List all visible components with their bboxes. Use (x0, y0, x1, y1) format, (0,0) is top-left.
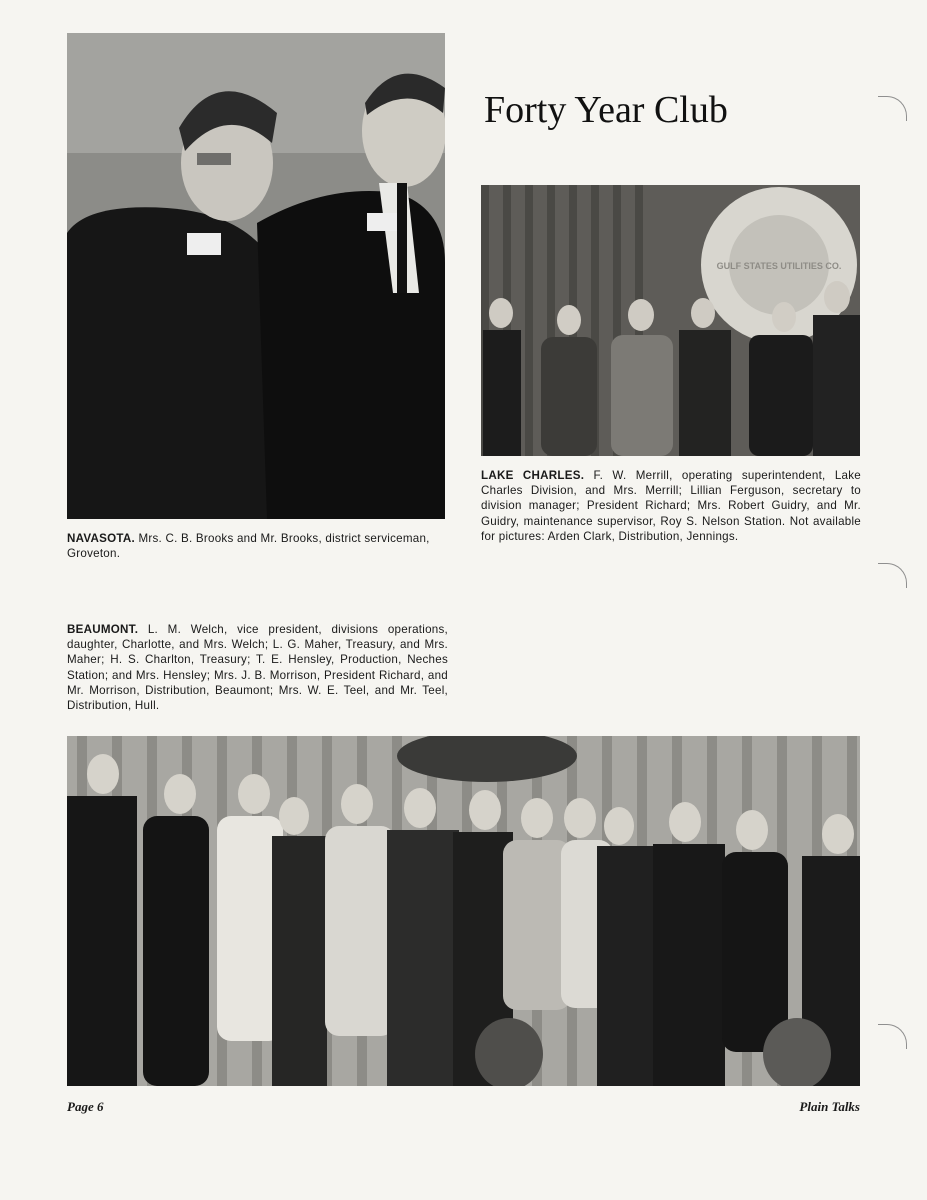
beaumont-place: BEAUMONT. (67, 623, 139, 636)
lake-charles-caption (481, 468, 861, 544)
navasota-photo (67, 33, 445, 519)
navasota-text: Mrs. C. B. Brooks and Mr. Brooks, district serviceman, Groveton. (67, 532, 430, 561)
page-number: Page 6 (67, 1099, 104, 1114)
beaumont-caption (67, 622, 448, 713)
binder-hole-mark (878, 96, 907, 121)
binder-hole-mark (878, 563, 907, 588)
binder-hole-mark (878, 1024, 907, 1049)
beaumont-text: L. M. Welch, vice president, divisions operations, daughter, Charlotte, and Mrs. Welch; L. G. Maher, Treasury, and Mrs. Maher; H. S. Charlton, Treasury; T. E. Hensley, Production, Neches Station; and Mrs. Hensley; Mrs. J. B. Morrison, President Richard, and Mr. Morrison, Distribution, Beaumont; Mrs. W. E. Teel, and Mr. Teel, Distribution, Hull. (67, 623, 448, 713)
lake-charles-text: F. W. Merrill, operating superintendent, Lake Charles Division, and Mrs. Merrill; Lillian Ferguson, secretary to division manager; President Richard; Mrs. Robert Guidry, and Mr. Guidry, maintenance supervisor, Roy S. Nelson Station. Not available for pictures: Arden Clark, Distribution, Jennings. (481, 469, 861, 543)
lake-charles-photo (481, 185, 860, 456)
page-title: Forty Year Club (484, 89, 728, 131)
navasota-place: NAVASOTA. (67, 532, 135, 545)
publication-name: Plain Talks (799, 1099, 860, 1114)
navasota-caption (67, 531, 447, 561)
seal-text: GULF STATES UTILITIES CO. (716, 261, 842, 271)
lake-charles-place: LAKE CHARLES. (481, 469, 585, 482)
beaumont-photo (67, 736, 860, 1086)
